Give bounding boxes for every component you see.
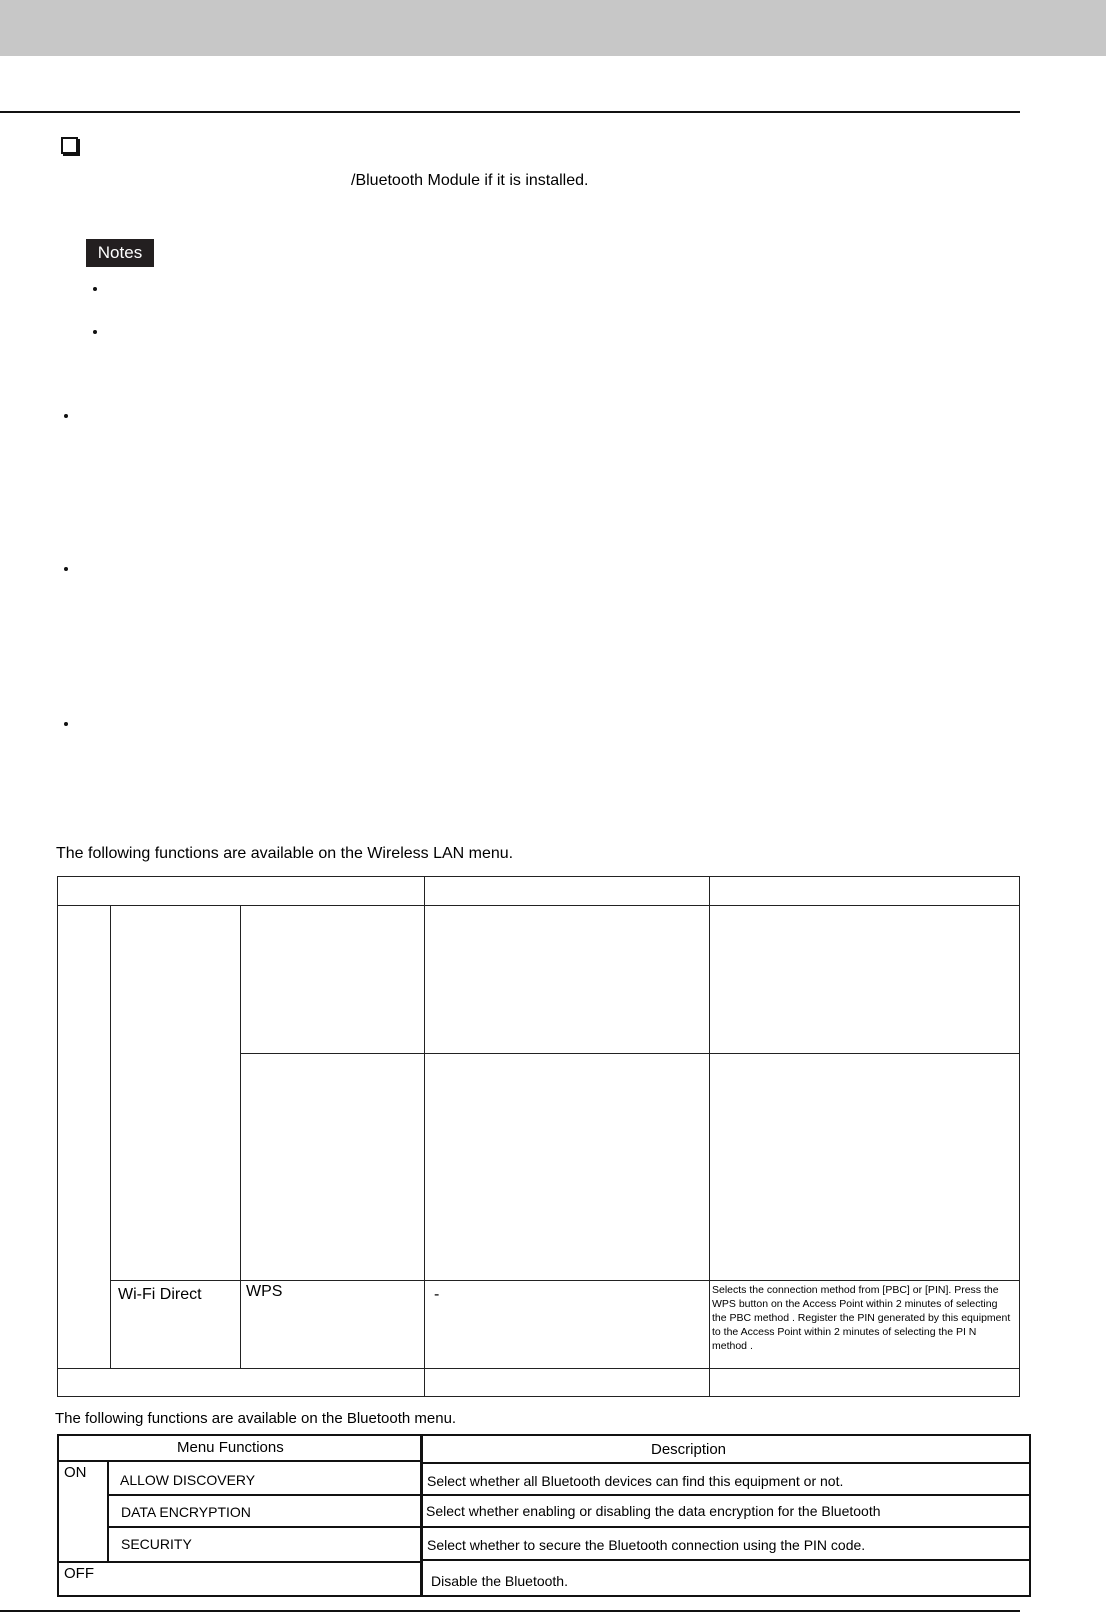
list-bullet-icon bbox=[64, 722, 68, 726]
bluetooth-intro: The following functions are available on the Bluetooth menu. bbox=[55, 1410, 457, 1427]
checkbox-bullet-icon bbox=[61, 137, 78, 154]
bt-function-label: ALLOW DISCOVERY bbox=[120, 1472, 256, 1488]
bt-description: Select whether enabling or disabling the data encryption for the Bluetooth bbox=[426, 1503, 881, 1519]
note-bullet-icon bbox=[93, 330, 97, 334]
table-rule bbox=[709, 876, 710, 1397]
bt-off-description: Disable the Bluetooth. bbox=[431, 1573, 568, 1589]
bt-header-menu-functions: Menu Functions bbox=[177, 1439, 284, 1456]
list-bullet-icon bbox=[64, 567, 68, 571]
bt-off-cell bbox=[57, 1561, 422, 1597]
table-rule bbox=[110, 1280, 1020, 1281]
wps-description: Selects the connection method from [PBC] or [PIN]. Press the WPS button on the Access Point within 2 minutes of selecting the PBC method . Register the PIN generated by this equipment to the Access Point within 2 minutes of selecting the PI N method . bbox=[712, 1284, 1011, 1352]
table-rule bbox=[57, 1368, 1020, 1369]
bt-header-description: Description bbox=[651, 1441, 727, 1458]
page-header-band bbox=[0, 0, 1106, 56]
bt-function-label: DATA ENCRYPTION bbox=[121, 1504, 251, 1520]
wps-value: - bbox=[434, 1286, 440, 1303]
wireless-lan-intro: The following functions are available on the Wireless LAN menu. bbox=[56, 845, 514, 862]
bt-off-label: OFF bbox=[64, 1565, 94, 1582]
note-bullet-icon bbox=[93, 287, 97, 291]
footer-rule bbox=[0, 1610, 1020, 1612]
bt-function-label: SECURITY bbox=[121, 1536, 192, 1552]
bt-description: Select whether all Bluetooth devices can find this equipment or not. bbox=[427, 1473, 844, 1489]
table-rule bbox=[57, 905, 1020, 906]
table-rule bbox=[240, 1053, 1020, 1054]
table-rule bbox=[110, 905, 111, 1368]
table-rule bbox=[240, 905, 241, 1368]
bt-on-label: ON bbox=[64, 1464, 87, 1481]
wps-label: WPS bbox=[246, 1283, 283, 1300]
intro-text: /Bluetooth Module if it is installed. bbox=[351, 172, 589, 189]
table-rule bbox=[424, 876, 425, 1397]
wifi-direct-label: Wi-Fi Direct bbox=[118, 1286, 202, 1303]
header-rule bbox=[0, 111, 1020, 113]
notes-badge: Notes bbox=[86, 239, 154, 267]
bt-description: Select whether to secure the Bluetooth connection using the PIN code. bbox=[427, 1537, 866, 1553]
list-bullet-icon bbox=[64, 414, 68, 418]
